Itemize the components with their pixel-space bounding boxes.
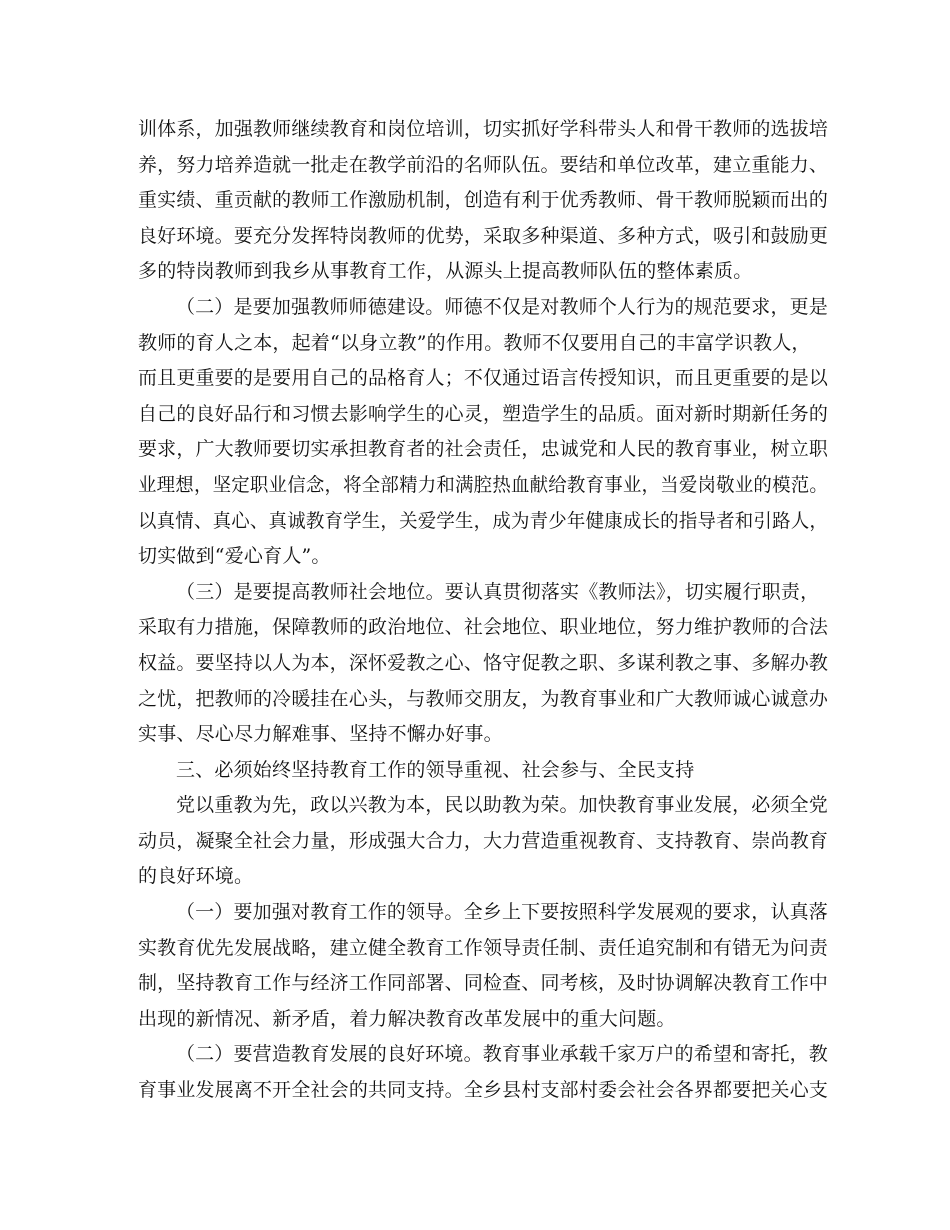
text-line: 自己的良好品行和习惯去影响学生的心灵，塑造学生的品质。面对新时期新任务的 bbox=[138, 402, 829, 425]
text-line: 要求，广大教师要切实承担教育者的社会责任，忠诚党和人民的教育事业，树立职 bbox=[138, 438, 829, 461]
text-line: 的良好环境。 bbox=[138, 865, 254, 888]
text-line: 训体系，加强教师继续教育和岗位培训，切实抓好学科带头人和骨干教师的选拔培 bbox=[138, 118, 829, 140]
text-line: 教师的育人之本，起着“以身立教”的作用。教师不仅要用自己的丰富学识教人， bbox=[138, 331, 811, 354]
text-line: 权益。要坚持以人为本，深怀爱教之心、恪守促教之职、多谋利教之事、多解办教 bbox=[138, 651, 829, 674]
text-line: 育事业发展离不开全社会的共同支持。全乡县村支部村委会社会各界都要把关心支 bbox=[138, 1079, 829, 1102]
text-line: 多的特岗教师到我乡从事教育工作，从源头上提高教师队伍的整体素质。 bbox=[138, 260, 753, 283]
text-line: （一）要加强对教育工作的领导。全乡上下要按照科学发展观的要求，认真落 bbox=[175, 901, 828, 924]
text-line: 实教育优先发展战略，建立健全教育工作领导责任制、责任追究制和有错无为问责 bbox=[138, 936, 829, 959]
text-line: 而且更重要的是要用自己的品格育人；不仅通过语言传授知识，而且更重要的是以 bbox=[138, 367, 829, 390]
text-line: 出现的新情况、新矛盾，着力解决教育改革发展中的重大问题。 bbox=[138, 1007, 676, 1030]
text-line: 制，坚持教育工作与经济工作同部署、同检查、同考核，及时协调解决教育工作中 bbox=[138, 972, 829, 995]
text-line: 动员，凝聚全社会力量，形成强大合力，大力营造重视教育、支持教育、崇尚教育 bbox=[138, 829, 829, 852]
text-line: 养，努力培养造就一批走在教学前沿的名师队伍。要结和单位改革，建立重能力、 bbox=[138, 153, 829, 176]
text-line: 之忧，把教师的冷暖挂在心头，与教师交朋友，为教育事业和广大教师诚心诚意办 bbox=[138, 687, 829, 710]
text-line: 以真情、真心、真诚教育学生，关爱学生，成为青少年健康成长的指导者和引路人， bbox=[138, 509, 829, 532]
text-line: （二）要营造教育发展的良好环境。教育事业承载千家万户的希望和寄托，教 bbox=[175, 1043, 828, 1066]
text-line: 良好环境。要充分发挥特岗教师的优势，采取多种渠道、多种方式，吸引和鼓励更 bbox=[138, 224, 829, 247]
text-line: 采取有力措施，保障教师的政治地位、社会地位、职业地位，努力维护教师的合法 bbox=[138, 616, 829, 639]
text-line: 三、必须始终坚持教育工作的领导重视、社会参与、全民支持 bbox=[176, 758, 695, 781]
text-line: 实事、尽心尽力解难事、坚持不懈办好事。 bbox=[138, 723, 503, 746]
document-body bbox=[138, 112, 828, 1109]
text-line: 党以重教为先，政以兴教为本，民以助教为荣。加快教育事业发展，必须全党 bbox=[175, 794, 828, 817]
text-line: （三）是要提高教师社会地位。要认真贯彻落实《教师法》，切实履行职责， bbox=[176, 580, 820, 603]
text-line: 业理想，坚定职业信念，将全部精力和满腔热血献给教育事业，当爱岗敬业的模范。 bbox=[138, 473, 829, 496]
text-line: 切实做到“爱心育人”。 bbox=[138, 545, 331, 568]
text-line: 重实绩、重贡献的教师工作激励机制，创造有利于优秀教师、骨干教师脱颖而出的 bbox=[138, 189, 829, 212]
text-line: （二）是要加强教师师德建设。师德不仅是对教师个人行为的规范要求，更是 bbox=[175, 295, 828, 318]
